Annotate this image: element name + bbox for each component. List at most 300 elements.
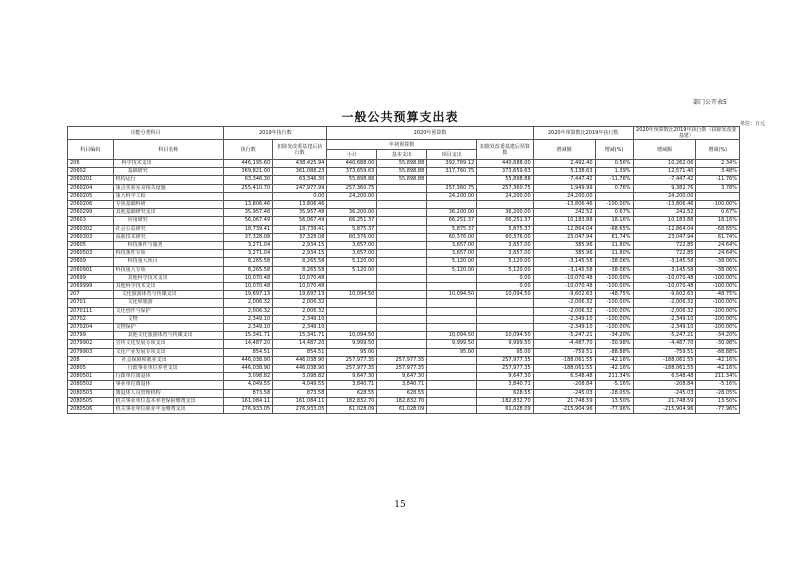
cell-code: 2070111 [68, 307, 114, 315]
cell-exec-adjusted: 247,977.99 [273, 184, 327, 192]
cell-basic [377, 192, 427, 200]
cell-exec-adjusted: 161,084.11 [273, 397, 327, 405]
cell-project: 95.00 [427, 348, 477, 356]
cell-budget-adjusted: 66,251.37 [477, 217, 533, 225]
cell-basic [377, 332, 427, 340]
cell-name: 宣传文化发展专项支出 [113, 340, 224, 348]
cell-budget-adjusted: 3,657.00 [477, 250, 533, 258]
cell-budget-adjusted: 60,376.00 [477, 233, 533, 241]
header-percent-1: 增减(%) [595, 140, 633, 160]
cell-name: 行政单位离退休 [113, 373, 224, 381]
cell-name: 社会公益研究 [113, 225, 224, 233]
cell-exec: 15,341.71 [224, 332, 273, 340]
table-row [68, 365, 740, 373]
cell-budget-adjusted [477, 307, 533, 315]
cell-percent-1: 13.50% [595, 397, 633, 405]
cell-percent-1: -11.76% [595, 176, 633, 184]
cell-increase-1: 6,548.48 [533, 373, 595, 381]
cell-subtotal: 24,200.00 [327, 192, 377, 200]
cell-increase-2: -7,447.42 [633, 176, 696, 184]
cell-exec-adjusted: 2,349.10 [273, 315, 327, 323]
cell-name: 科技重大专项 [113, 266, 224, 274]
cell-percent-2: 2.34% [696, 160, 740, 168]
cell-basic [377, 233, 427, 241]
cell-code: 2060302 [68, 225, 114, 233]
cell-subtotal: 9,647.30 [327, 373, 377, 381]
cell-budget-adjusted: 182,832.70 [477, 397, 533, 405]
cell-percent-1: 0.76% [595, 184, 633, 192]
cell-percent-1: -42.16% [595, 365, 633, 373]
cell-increase-1: -12,864.04 [533, 225, 595, 233]
header-project: 项目支出 [427, 150, 477, 160]
table-row [68, 217, 740, 225]
cell-code: 2080501 [68, 373, 114, 381]
cell-project: 317,760.75 [427, 168, 477, 176]
cell-exec-adjusted: 8,265.58 [273, 258, 327, 266]
table-row [68, 406, 740, 414]
cell-basic [377, 340, 427, 348]
cell-basic [377, 242, 427, 250]
cell-exec: 18,739.41 [224, 225, 273, 233]
cell-exec: 63,346.30 [224, 176, 273, 184]
cell-budget-adjusted: 36,200.00 [477, 209, 533, 217]
cell-percent-2: -100.00% [696, 324, 740, 332]
cell-subtotal: 440,688.00 [327, 160, 377, 168]
cell-budget-adjusted: 55,898.88 [477, 176, 533, 184]
cell-budget-adjusted: 628.55 [477, 389, 533, 397]
cell-name: 基础研究 [113, 168, 224, 176]
cell-increase-1: -3,145.58 [533, 258, 595, 266]
cell-increase-2: -9,602.63 [633, 291, 696, 299]
cell-exec: 2,006.32 [224, 299, 273, 307]
cell-increase-1: 24,200.00 [533, 192, 595, 200]
cell-percent-2: -38.06% [696, 258, 740, 266]
cell-basic: 9,647.30 [377, 373, 427, 381]
cell-increase-1: -2,006.32 [533, 299, 595, 307]
cell-project: 3,657.00 [427, 242, 477, 250]
cell-exec-adjusted: 4,049.55 [273, 381, 327, 389]
cell-project [427, 274, 477, 282]
cell-project [427, 397, 477, 405]
cell-percent-2: -77.96% [696, 406, 740, 414]
cell-code: 20701 [68, 299, 114, 307]
cell-code: 20805 [68, 365, 114, 373]
cell-percent-2: -28.05% [696, 389, 740, 397]
table-row [68, 168, 740, 176]
cell-exec-adjusted: 3,098.82 [273, 373, 327, 381]
cell-code: 2080502 [68, 381, 114, 389]
cell-subtotal: 61,028.09 [327, 406, 377, 414]
cell-code: 2060206 [68, 201, 114, 209]
page-title: 一般公共预算支出表 [341, 110, 459, 124]
cell-name: 科技条件与服务 [113, 242, 224, 250]
cell-percent-2: -100.00% [696, 307, 740, 315]
cell-project: 392,789.12 [427, 160, 477, 168]
cell-increase-2: 12,571.40 [633, 168, 696, 176]
cell-exec: 446,195.60 [224, 160, 273, 168]
cell-name: 应用研究 [113, 217, 224, 225]
cell-project [427, 365, 477, 373]
cell-subtotal: 257,360.75 [327, 184, 377, 192]
cell-increase-2: -10,070.48 [633, 274, 696, 282]
cell-subtotal: 95.00 [327, 348, 377, 356]
cell-subtotal: 182,832.70 [327, 397, 377, 405]
cell-basic [377, 291, 427, 299]
cell-exec: 369,821.00 [224, 168, 273, 176]
cell-budget-adjusted: 0.00 [477, 283, 533, 291]
cell-code: 208 [68, 356, 114, 364]
cell-code: 2080505 [68, 397, 114, 405]
cell-percent-1: -38.06% [595, 266, 633, 274]
cell-percent-1: -100.00% [595, 307, 633, 315]
table-row [68, 258, 740, 266]
cell-increase-1: 242.52 [533, 209, 595, 217]
cell-percent-2: -100.00% [696, 201, 740, 209]
cell-name: 高新技术研究 [113, 233, 224, 241]
cell-exec: 10,070.48 [224, 274, 273, 282]
cell-percent-2: -30.98% [696, 340, 740, 348]
cell-project: 257,360.75 [427, 184, 477, 192]
cell-subtotal: 10,094.50 [327, 291, 377, 299]
cell-percent-1: -77.96% [595, 406, 633, 414]
cell-increase-1: 1,949.99 [533, 184, 595, 192]
cell-exec-adjusted: 276,933.05 [273, 406, 327, 414]
cell-basic [377, 266, 427, 274]
cell-exec-adjusted: 15,341.71 [273, 332, 327, 340]
cell-code: 20699 [68, 274, 114, 282]
table-row [68, 242, 740, 250]
header-budget-adjusted: 扣除发改委基建后预算数 [477, 140, 533, 160]
cell-exec-adjusted: 8,265.58 [273, 266, 327, 274]
cell-increase-2: 10,262.06 [633, 160, 696, 168]
cell-increase-2: -188,061.55 [633, 365, 696, 373]
cell-increase-1: -215,904.96 [533, 406, 595, 414]
cell-increase-2: -12,864.04 [633, 225, 696, 233]
cell-exec: 56,067.49 [224, 217, 273, 225]
table-tag: 部门公开表5 [693, 99, 727, 106]
cell-basic [377, 315, 427, 323]
cell-increase-2: -188,061.55 [633, 356, 696, 364]
cell-budget-adjusted [477, 201, 533, 209]
cell-exec-adjusted: 438,425.94 [273, 160, 327, 168]
table-row [68, 192, 740, 200]
cell-budget-adjusted: 95.00 [477, 348, 533, 356]
cell-increase-1: 385.96 [533, 242, 595, 250]
cell-percent-2: 13.50% [696, 397, 740, 405]
cell-project [427, 176, 477, 184]
table-row [68, 274, 740, 282]
cell-exec-adjusted: 10,070.48 [273, 283, 327, 291]
cell-percent-2: 0.67% [696, 209, 740, 217]
cell-percent-2: -100.00% [696, 274, 740, 282]
cell-basic [377, 225, 427, 233]
cell-exec-adjusted: 446,038.90 [273, 365, 327, 373]
table-row [68, 315, 740, 323]
cell-exec: 276,933.05 [224, 406, 273, 414]
header-row-group [68, 127, 740, 140]
header-increase-1: 增减额 [533, 140, 595, 160]
cell-basic: 628.55 [377, 389, 427, 397]
cell-increase-1: -3,145.58 [533, 266, 595, 274]
cell-budget-adjusted: 373,659.63 [477, 168, 533, 176]
header-compare-exec: 2020年预算数比2019年执行数 [533, 127, 633, 140]
cell-basic [377, 217, 427, 225]
cell-exec: 3,271.04 [224, 250, 273, 258]
cell-code: 20603 [68, 217, 114, 225]
cell-code: 2060901 [68, 266, 114, 274]
table-row [68, 397, 740, 405]
cell-exec: 446,038.90 [224, 365, 273, 373]
cell-exec-adjusted: 446,038.90 [273, 356, 327, 364]
cell-increase-1: -4,487.70 [533, 340, 595, 348]
cell-subtotal: 36,200.00 [327, 209, 377, 217]
cell-increase-2: 24,200.00 [633, 192, 696, 200]
cell-budget-adjusted [477, 324, 533, 332]
cell-increase-1: 21,748.59 [533, 397, 595, 405]
table-row [68, 389, 740, 397]
cell-basic: 55,898.88 [377, 168, 427, 176]
cell-basic: 3,840.71 [377, 381, 427, 389]
cell-exec: 873.58 [224, 389, 273, 397]
cell-name: 文化产业发展专项支出 [113, 348, 224, 356]
cell-project [427, 324, 477, 332]
cell-code: 207 [68, 291, 114, 299]
cell-increase-1: -245.03 [533, 389, 595, 397]
cell-name: 文物 [113, 315, 224, 323]
cell-percent-1: 11.80% [595, 250, 633, 258]
cell-name: 机关事业单位基本养老保险缴费支出 [113, 397, 224, 405]
header-exec: 执行数 [224, 140, 273, 160]
header-compare-adjusted: 2020年预算数比2019年执行数（扣除发改委基建） [633, 127, 739, 140]
cell-basic: 61,028.09 [377, 406, 427, 414]
cell-increase-1: -5,247.21 [533, 332, 595, 340]
cell-exec: 10,070.48 [224, 283, 273, 291]
cell-increase-1: -9,602.63 [533, 291, 595, 299]
cell-subtotal: 257,977.35 [327, 356, 377, 364]
cell-project [427, 307, 477, 315]
header-annual-budget: 年初预算数 [327, 140, 477, 150]
cell-increase-2: -215,904.96 [633, 406, 696, 414]
cell-percent-2 [696, 192, 740, 200]
cell-code: 2060503 [68, 250, 114, 258]
cell-increase-2: -2,349.10 [633, 315, 696, 323]
cell-exec: 2,349.10 [224, 324, 273, 332]
cell-exec-adjusted: 0.00 [273, 192, 327, 200]
cell-project: 24,200.00 [427, 192, 477, 200]
cell-name: 文物保护 [113, 324, 224, 332]
cell-percent-1: -34.20% [595, 332, 633, 340]
cell-basic [377, 348, 427, 356]
cell-percent-1: 61.74% [595, 233, 633, 241]
cell-budget-adjusted: 0.00 [477, 274, 533, 282]
cell-increase-1: -208.84 [533, 381, 595, 389]
cell-name: 文化旅游体育与传媒支出 [113, 291, 224, 299]
header-2020: 2020年预算数 [327, 127, 533, 140]
cell-subtotal: 66,251.37 [327, 217, 377, 225]
cell-basic [377, 209, 427, 217]
cell-percent-2: -34.20% [696, 332, 740, 340]
cell-subtotal: 9,999.50 [327, 340, 377, 348]
cell-name: 重点实验室及相关设施 [113, 184, 224, 192]
header-percent-2: 增减(%) [696, 140, 740, 160]
cell-basic [377, 250, 427, 258]
cell-subtotal: 628.55 [327, 389, 377, 397]
cell-increase-2: -2,006.32 [633, 299, 696, 307]
cell-exec-adjusted: 2,934.15 [273, 250, 327, 258]
cell-exec-adjusted: 14,487.20 [273, 340, 327, 348]
cell-increase-1: -188,061.55 [533, 365, 595, 373]
cell-increase-1: -759.51 [533, 348, 595, 356]
cell-percent-2: 3.48% [696, 168, 740, 176]
cell-code: 2060205 [68, 192, 114, 200]
cell-project: 3,657.00 [427, 250, 477, 258]
cell-percent-2: -68.65% [696, 225, 740, 233]
table-row [68, 340, 740, 348]
cell-subtotal: 3,840.71 [327, 381, 377, 389]
table-row [68, 176, 740, 184]
budget-table [67, 126, 740, 414]
cell-project: 60,376.00 [427, 233, 477, 241]
header-row-sub [68, 140, 740, 150]
cell-subtotal: 5,120.00 [327, 266, 377, 274]
page-number: 15 [394, 500, 406, 510]
table-row [68, 160, 740, 168]
cell-percent-1: -100.00% [595, 324, 633, 332]
cell-exec: 4,049.55 [224, 381, 273, 389]
cell-increase-2: -4,487.70 [633, 340, 696, 348]
cell-budget-adjusted: 5,120.00 [477, 258, 533, 266]
cell-exec-adjusted: 56,067.49 [273, 217, 327, 225]
cell-exec-adjusted: 2,349.10 [273, 324, 327, 332]
cell-subtotal [327, 307, 377, 315]
cell-exec: 2,006.32 [224, 307, 273, 315]
cell-name: 重大科学工程 [113, 192, 224, 200]
cell-project [427, 201, 477, 209]
cell-project [427, 315, 477, 323]
cell-percent-2: -100.00% [696, 315, 740, 323]
header-func: 功能分类科目 [68, 127, 224, 140]
cell-increase-1: -10,070.48 [533, 283, 595, 291]
cell-budget-adjusted: 9,647.30 [477, 373, 533, 381]
cell-exec: 3,271.04 [224, 242, 273, 250]
cell-increase-1: -188,061.55 [533, 356, 595, 364]
unit-label: 单位：万元 [740, 121, 766, 127]
cell-percent-1: -42.16% [595, 356, 633, 364]
cell-code: 2060204 [68, 184, 114, 192]
table-row [68, 381, 740, 389]
cell-project: 9,999.50 [427, 340, 477, 348]
cell-increase-2: 242.52 [633, 209, 696, 217]
cell-percent-1: 18.16% [595, 217, 633, 225]
cell-exec-adjusted: 63,346.30 [273, 176, 327, 184]
cell-increase-1: 23,047.94 [533, 233, 595, 241]
cell-name: 科学技术支出 [113, 160, 224, 168]
cell-percent-2: 211.34% [696, 373, 740, 381]
cell-project [427, 283, 477, 291]
cell-increase-2: -5,247.21 [633, 332, 696, 340]
cell-basic [377, 201, 427, 209]
cell-code: 20602 [68, 168, 114, 176]
cell-percent-2: -100.00% [696, 299, 740, 307]
cell-code: 2060299 [68, 209, 114, 217]
cell-name: 机关事业单位职业年金缴费支出 [113, 406, 224, 414]
cell-exec-adjusted: 873.58 [273, 389, 327, 397]
cell-budget-adjusted: 10,094.50 [477, 291, 533, 299]
cell-exec: 8,265.58 [224, 266, 273, 274]
cell-basic [377, 299, 427, 307]
cell-increase-1: -7,447.42 [533, 176, 595, 184]
cell-subtotal [327, 274, 377, 282]
cell-increase-2: 9,382.76 [633, 184, 696, 192]
cell-increase-2: 6,548.48 [633, 373, 696, 381]
cell-increase-1: 10,183.88 [533, 217, 595, 225]
cell-subtotal [327, 299, 377, 307]
cell-increase-2: -208.84 [633, 381, 696, 389]
cell-code: 2060201 [68, 176, 114, 184]
cell-code: 2060303 [68, 233, 114, 241]
cell-increase-2: -13,806.46 [633, 201, 696, 209]
cell-increase-1: 5,138.63 [533, 168, 595, 176]
cell-increase-2: 23,047.94 [633, 233, 696, 241]
cell-name: 机构运行 [113, 176, 224, 184]
cell-project: 10,094.50 [427, 332, 477, 340]
cell-increase-2: 21,748.59 [633, 397, 696, 405]
cell-budget-adjusted: 24,200.00 [477, 192, 533, 200]
header-2019: 2019年执行数 [224, 127, 327, 140]
cell-increase-1: -2,006.32 [533, 307, 595, 315]
cell-code: 2080506 [68, 406, 114, 414]
cell-budget-adjusted: 61,028.09 [477, 406, 533, 414]
table-row [68, 233, 740, 241]
cell-name: 事业单位离退休 [113, 381, 224, 389]
cell-percent-1: -100.00% [595, 274, 633, 282]
cell-increase-2: -2,006.32 [633, 307, 696, 315]
cell-percent-2: 61.74% [696, 233, 740, 241]
cell-exec: 19,697.13 [224, 291, 273, 299]
cell-subtotal: 5,875.37 [327, 225, 377, 233]
cell-code: 2070204 [68, 324, 114, 332]
cell-percent-2: -88.88% [696, 348, 740, 356]
cell-increase-2: -2,349.10 [633, 324, 696, 332]
cell-increase-1: 385.96 [533, 250, 595, 258]
cell-subtotal: 10,094.50 [327, 332, 377, 340]
cell-exec-adjusted: 37,328.08 [273, 233, 327, 241]
cell-percent-1: -100.00% [595, 283, 633, 291]
cell-exec-adjusted: 2,934.15 [273, 242, 327, 250]
cell-percent-1: 1.39% [595, 168, 633, 176]
cell-percent-2: -42.16% [696, 365, 740, 373]
cell-code: 2079902 [68, 340, 114, 348]
cell-increase-1: -10,070.48 [533, 274, 595, 282]
cell-budget-adjusted: 9,999.50 [477, 340, 533, 348]
cell-increase-2: 722.85 [633, 250, 696, 258]
cell-percent-2: 24.64% [696, 242, 740, 250]
cell-exec: 854.51 [224, 348, 273, 356]
cell-percent-1: -48.75% [595, 291, 633, 299]
cell-increase-2: -245.03 [633, 389, 696, 397]
cell-subtotal [327, 324, 377, 332]
cell-code: 20609 [68, 258, 114, 266]
cell-project [427, 299, 477, 307]
cell-basic [377, 283, 427, 291]
cell-increase-1: -2,349.10 [533, 324, 595, 332]
cell-exec-adjusted: 35,957.48 [273, 209, 327, 217]
table-row [68, 266, 740, 274]
cell-percent-1: -100.00% [595, 315, 633, 323]
cell-budget-adjusted: 3,840.71 [477, 381, 533, 389]
cell-percent-1: -88.88% [595, 348, 633, 356]
cell-project: 36,200.00 [427, 209, 477, 217]
